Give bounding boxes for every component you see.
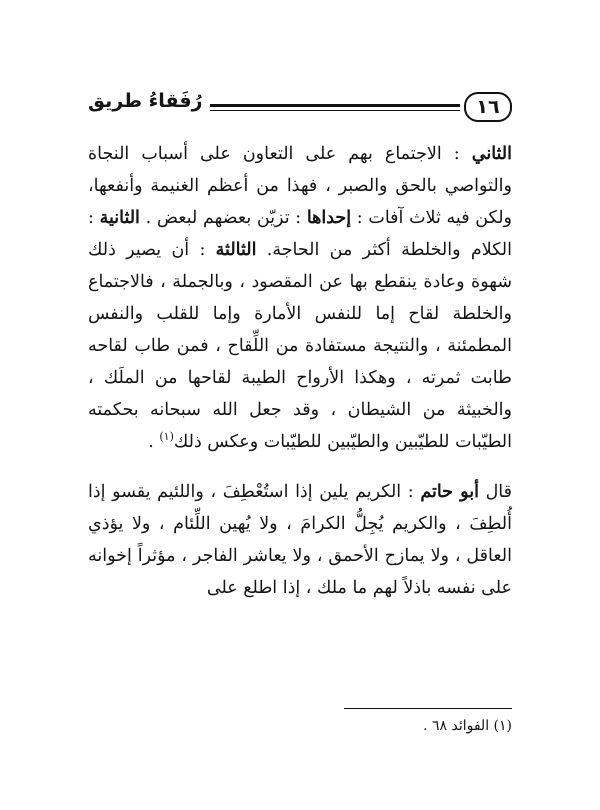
keyword-bold: إحداها: [306, 208, 352, 228]
text-run: : تزيّن بعضهم لبعض .: [139, 208, 307, 228]
body-text: [88, 138, 512, 604]
text-run: : أن يصير ذلك شهوة وعادة ينقطع بها عن المقصود ، وبالجملة ، فالاجتماع والخلطة لقاح إما للنفس الأمارة وإما للقلب والنفس المطمئنة ، والنتيجة مستفادة من اللِّقاح ، فمن طاب لقاحه طابت ثمرته ، وهكذا الأرواح الطيبة لقاحها من الملَك ، والخبيثة من الشيطان ، وقد جعل الله سبحانه بحكمته الطيّبات للطيّبين والطيّبين للطيّبات وعكس ذلك: [88, 240, 512, 452]
header-rule: [210, 104, 460, 107]
footnote-marker: (١): [159, 430, 174, 444]
running-title: رُفَقاءُ طريق: [88, 90, 203, 112]
paragraph-2: [88, 476, 512, 604]
keyword-bold: أبو حاتم: [420, 482, 479, 502]
page-number: ١٦: [464, 92, 512, 122]
keyword-bold: الثانية: [99, 208, 140, 228]
text-run: : الكريم يلين إذا استُعْطِفَ ، واللئيم يقسو إذا أُلطِفَ ، والكريم يُجِلُّ الكرامَ ، ولا يُهين اللِّئام ، ولا يؤذي العاقل ، ولا يمازح الأحمق ، ولا يعاشر الفاجر ، مؤثراً إخوانه على نفسه باذلاً لهم ما ملك ، إذا اطلع على: [88, 482, 512, 598]
paragraph-1: [88, 138, 512, 458]
text-run: : الكلام والخلطة أكثر من الحاجة.: [88, 208, 512, 260]
page-header: [88, 88, 512, 126]
footnote: (١) الفوائد ٦٨ .: [423, 718, 512, 734]
text-run: قال: [478, 482, 512, 502]
keyword-bold: الثاني: [471, 144, 512, 164]
header-rule-thin: [210, 110, 460, 111]
text-run: : الاجتماع بهم على التعاون على أسباب النجاة والتواصي بالحق والصبر ، فهذا من أعظم الغنيمة وأنفعها، ولكن فيه ثلاث آفات :: [88, 144, 512, 228]
text-run: .: [148, 432, 160, 452]
footnote-separator: [344, 708, 512, 709]
keyword-bold: الثالثة: [215, 240, 257, 260]
